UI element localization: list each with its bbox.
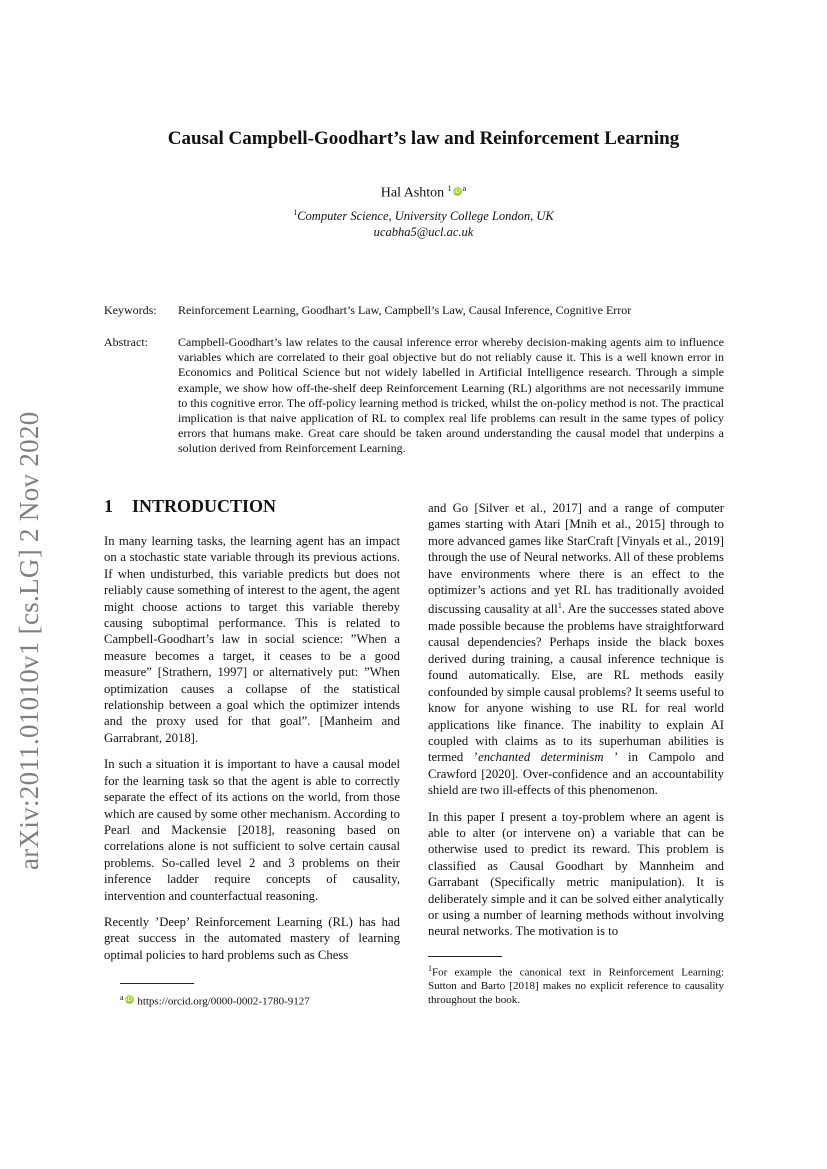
section-title: INTRODUCTION (132, 496, 277, 516)
paragraph-text: . Are the successes stated above made possible because the problems have straightforward causal dependencies? Perhaps inside the black boxes derived during training, a causal inference technique is found automatically. Else, are RL methods easily confounded by simple causal problems? It seems useful to know for anyone wishing to use RL for real world applications like finance. The inability to explain AI coupled with claims as to its superhuman abilities is termed ’ (428, 602, 724, 765)
footnote-divider (120, 983, 194, 984)
affiliation-marker: 1 (293, 208, 298, 217)
keywords-text: Reinforcement Learning, Goodhart’s Law, Campbell’s Law, Causal Inference, Cognitive Error (178, 303, 632, 317)
footnote-divider (428, 956, 502, 957)
left-column (104, 533, 400, 973)
orcid-footnote (120, 991, 310, 1009)
paragraph: In such a situation it is important to have a causal model for the learning task so that the agent is able to correctly separate the effect of its actions on the world, from those which are caused by some other mechanism. According to Pearl and Mackensie [2018], reasoning based on correlations alone is not sufficient to solve certain causal problems. So-called level 2 and 3 problems on their inference ladder require concepts of causality, intervention and counterfactual reasoning. (104, 757, 400, 903)
affiliation-text: Computer Science, University College London, UK (297, 209, 554, 224)
author-affil-marker: 1 (447, 184, 452, 193)
orcid-link[interactable]: https://orcid.org/0000-0002-1780-9127 (137, 995, 310, 1008)
footnote-marker: a (120, 993, 124, 1002)
abstract-text: Campbell-Goodhart’s law relates to the causal inference error whereby decision-making agents aim to influence variables which are correlated to their goal objective but do not reliably cause it. This is a well known error in Economics and Political Science but not widely labelled in Artificial Intelligence research. Through a simple example, we show how off-the-shelf deep Reinforcement Learning (RL) algorithms are not necessarily immune to this cognitive error. The off-policy learning method is tricked, whilst the on-policy method is not. The practical implication is that naive application of RL to complex real life problems can result in the same types of policy errors that humans make. Great care should be taken around understanding the causal model that underpins a solution derived from Reinforcement Learning. (178, 335, 724, 456)
footnote (428, 962, 724, 1007)
author-name: Hal Ashton (380, 185, 445, 201)
section-heading (104, 496, 276, 517)
paragraph: Recently ’Deep’ Reinforcement Learning (RL) has had great success in the automated mastery of learning optimal policies to hard problems such as Chess (104, 914, 400, 962)
keywords-label: Keywords: (104, 303, 157, 317)
paragraph: In this paper I present a toy-problem where an agent is able to alter (or intervene on) a variable that can be otherwise used to predict its reward. This problem is classified as Causal Goodhart by Mannheim and Garrabant (Specifically metric manipulation). It is deliberately simple and it can be solved either analytically or using a number of learning methods without involving neural networks. The motivation is to (428, 809, 724, 939)
emphasis-text: enchanted determinism (478, 750, 604, 765)
arxiv-sidebar-stamp: arXiv:2011.01010v1 [cs.LG] 2 Nov 2020 (14, 411, 44, 870)
paper-title: Causal Campbell-Goodhart’s law and Reinforcement Learning (167, 128, 680, 149)
author-email[interactable]: ucabha5@ucl.ac.uk (373, 225, 474, 240)
author-line (60, 184, 787, 202)
footnote-ref[interactable]: 1 (557, 601, 562, 611)
footnote-marker: 1 (428, 964, 432, 973)
author-orcid-marker: a (462, 184, 467, 193)
paragraph: In many learning tasks, the learning agent has an impact on a stochastic state variable through its previous actions. If when undisturbed, this variable predicts but does not reliably cause something of interest to the agent, the agent might choose actions to target this variable thereby causing suboptimal performance. This is related to Campbell-Goodhart’s law in social science: ”When a measure becomes a target, it ceases to be a good measure” [Strathern, 1997] or alternatively put: ”When optimization causes a collapse of the statistical relationship between a goal which the optimizer intends and the proxy used for that goal”. [Manheim and Garrabrant, 2018]. (104, 534, 400, 745)
section-number: 1 (104, 496, 113, 516)
affiliation (60, 205, 787, 240)
paragraph-text: and Go [Silver et al., 2017] and a range of computer games starting with Atari [Mnih et al., 2015] through to more advanced games like StarCraft [Vinyals et al., 2019] through the use of Neural networks. All of these problems have environments where there is an effect to the optimizer’s actions and yet RL has traditionally avoided discussing causality at all (428, 501, 724, 617)
paragraph (428, 500, 724, 799)
abstract-label: Abstract: (104, 335, 148, 349)
footnote-text: For example the canonical text in Reinforcement Learning: Sutton and Barto [2018] makes no explicit reference to causality throughout the book. (428, 966, 724, 1006)
right-column (428, 500, 724, 950)
orcid-icon: iD (125, 995, 133, 1003)
orcid-icon[interactable]: iD (454, 187, 461, 195)
paragraph-text: ’ in Campolo and Crawford [2020]. Over-confidence and an accountability shield are two ill-effects of this phenomenon. (428, 750, 724, 798)
